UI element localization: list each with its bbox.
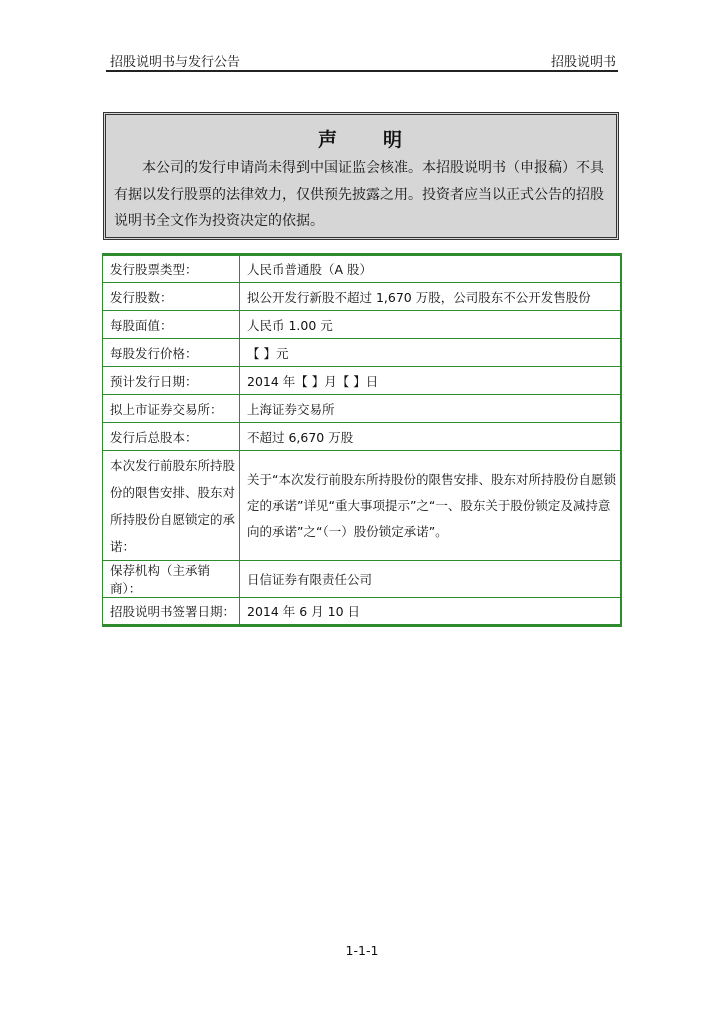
row-value: 不超过 6,670 万股 <box>240 423 622 451</box>
row-value: 人民币 1.00 元 <box>240 311 622 339</box>
row-label: 发行后总股本： <box>103 423 240 451</box>
table-row <box>103 598 622 626</box>
table-row <box>103 367 622 395</box>
table-row <box>103 395 622 423</box>
table-row <box>103 311 622 339</box>
row-label: 发行股数： <box>103 283 240 311</box>
row-value: 【 】元 <box>240 339 622 367</box>
table-row <box>103 423 622 451</box>
row-label: 预计发行日期： <box>103 367 240 395</box>
row-label: 招股说明书签署日期： <box>103 598 240 626</box>
table-row <box>103 339 622 367</box>
table-row <box>103 561 622 598</box>
row-label: 拟上市证券交易所： <box>103 395 240 423</box>
page-number: 1-1-1 <box>345 943 379 958</box>
declaration-body: 本公司的发行申请尚未得到中国证监会核准。本招股说明书（申报稿）不具有据以发行股票的法律效力，仅供预先披露之用。投资者应当以正式公告的招股说明书全文作为投资决定的依据。 <box>114 160 604 229</box>
row-value: 2014 年 6 月 10 日 <box>240 598 622 626</box>
row-label: 发行股票类型： <box>103 255 240 283</box>
row-label: 本次发行前股东所持股份的限售安排、股东对所持股份自愿锁定的承诺： <box>103 451 240 561</box>
table-row <box>103 283 622 311</box>
row-value: 关于“本次发行前股东所持股份的限售安排、股东对所持股份自愿锁定的承诺”详见“重大事项提示”之“一、股东关于股份锁定及减持意向的承诺”之“（一）股份锁定承诺”。 <box>240 451 622 561</box>
declaration-title-char-1: 声 <box>317 129 339 151</box>
table-row <box>103 255 622 283</box>
declaration-title <box>106 125 616 152</box>
row-value: 人民币普通股（A 股） <box>240 255 622 283</box>
header-right-title: 招股说明书 <box>550 55 616 70</box>
header-left-title: 招股说明书与发行公告 <box>110 55 241 70</box>
row-value: 2014 年【 】月【 】日 <box>240 367 622 395</box>
table-row <box>103 451 622 561</box>
declaration-box <box>103 112 619 240</box>
row-label: 每股面值： <box>103 311 240 339</box>
row-value: 日信证券有限责任公司 <box>240 561 622 598</box>
row-label: 每股发行价格： <box>103 339 240 367</box>
row-value: 上海证券交易所 <box>240 395 622 423</box>
header-divider <box>106 70 618 72</box>
offering-info-table <box>102 253 622 627</box>
declaration-title-char-2: 明 <box>383 129 405 151</box>
row-label: 保荐机构（主承销商）： <box>103 561 240 598</box>
row-value: 拟公开发行新股不超过 1,670 万股，公司股东不公开发售股份 <box>240 283 622 311</box>
